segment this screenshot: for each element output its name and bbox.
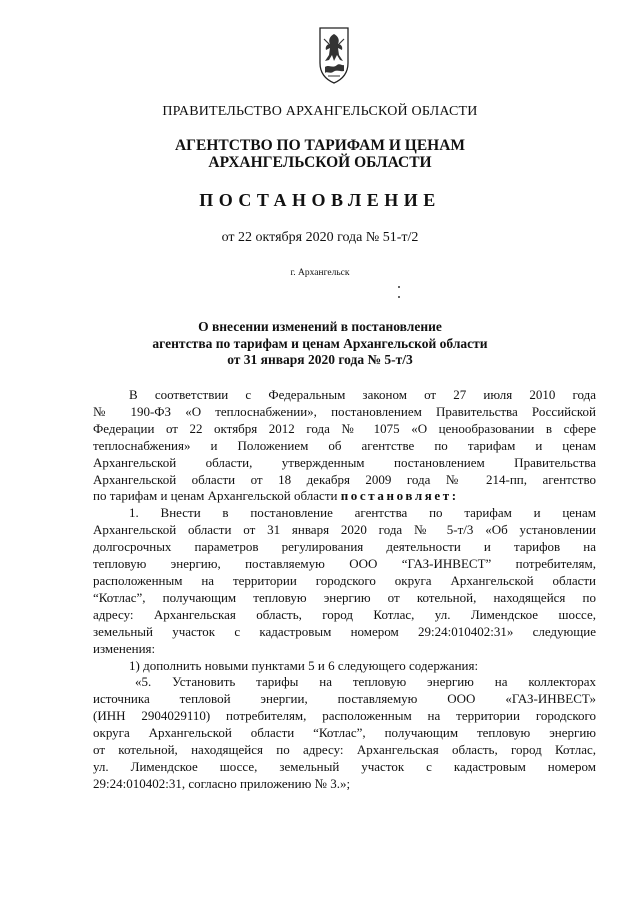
decides-colon: : [451,488,459,504]
text-line: долгосрочных параметров регулирования деятельности и тарифов на [93,539,596,555]
government-name: ПРАВИТЕЛЬСТВО АРХАНГЕЛЬСКОЙ ОБЛАСТИ [162,104,478,119]
text-line: земельный участок с кадастровым номером 29:24:010402:31» следующие [93,623,596,639]
document-title [0,319,640,369]
agency-name-line-1: АГЕНТСТВО ПО ТАРИФАМ И ЦЕНАМ [174,137,466,154]
document-type: ПОСТАНОВЛЕНИЕ [199,190,441,210]
scan-mark [398,296,400,298]
title-line-1: О внесении изменений в постановление [198,319,442,334]
coat-of-arms-icon [318,25,350,85]
text-line: 29:24:010402:31, согласно приложению № 3.»; [93,775,351,791]
text-line: адресу: Архангельская область, город Котлас, ул. Лимендское шоссе, [93,606,596,622]
text-line: 1. Внести в постановление агентства по тарифам и ценам [129,505,596,521]
paragraph-item-1 [93,505,596,657]
agency-name-line-2: АРХАНГЕЛЬСКОЙ ОБЛАСТИ [208,154,432,171]
paragraph-quoted-item-5 [93,674,596,792]
title-line-3: от 31 января 2020 года № 5-т/3 [227,352,413,367]
text-line: ул. Лимендское шоссе, земельный участок с кадастровым номером [93,758,596,774]
text-line: № 190-ФЗ «О теплоснабжении», постановлением Правительства Российской [93,403,596,419]
text-line: В соответствии с Федеральным законом от 27 июля 2010 года [129,387,596,402]
text-line: изменения: [93,640,156,656]
title-line-2: агентства по тарифам и ценам Архангельской области [152,335,488,351]
text-line: Архангельской области, утвержденным постановлением Правительства [93,454,596,470]
document-date-number: от 22 октября 2020 года № 51-т/2 [221,230,419,245]
decides-word: постановляет [340,488,452,504]
agency-name [0,137,640,171]
text-line: Архангельской области от 31 января 2020 года № 5-т/3 «Об установлении [93,522,596,538]
text-line: теплоснабжения» и Положением об агентстве по тарифам и ценам [93,437,596,453]
text-line: (ИНН 2904029110) потребителям, расположенным на территории городского [93,708,596,724]
decides-prefix: по тарифам и ценам Архангельской области [93,488,341,504]
text-line: от котельной, находящейся по адресу: Архангельская область, город Котлас, [93,742,596,758]
text-line: «5. Установить тарифы на тепловую энергию на коллекторах [135,674,596,690]
document-city: г. Архангельск [290,268,350,278]
paragraph-preamble [93,387,596,505]
document-body [93,387,596,793]
text-line: “Котлас”, получающим тепловую энергию от котельной, находящейся по [93,589,596,605]
text-line: источника тепловой энергии, поставляемую ООО «ГАЗ-ИНВЕСТ» [93,691,596,707]
text-line: тепловую энергию, поставляемую ООО “ГАЗ-ИНВЕСТ” потребителям, [93,556,596,572]
paragraph-subitem-1: 1) дополнить новыми пунктами 5 и 6 следующего содержания: [129,657,479,673]
text-line-decides [93,488,596,505]
text-line: Федерации от 22 октября 2012 года № 1075 «О ценообразовании в сфере [93,420,596,436]
text-line: расположенным на территории городского округа Архангельской области [93,572,596,588]
scan-mark [398,286,400,288]
text-line: округа Архангельской области “Котлас”, получающим тепловую энергию [93,725,596,741]
text-line: Архангельской области от 18 декабря 2009 года № 214-пп, агентство [93,471,596,487]
